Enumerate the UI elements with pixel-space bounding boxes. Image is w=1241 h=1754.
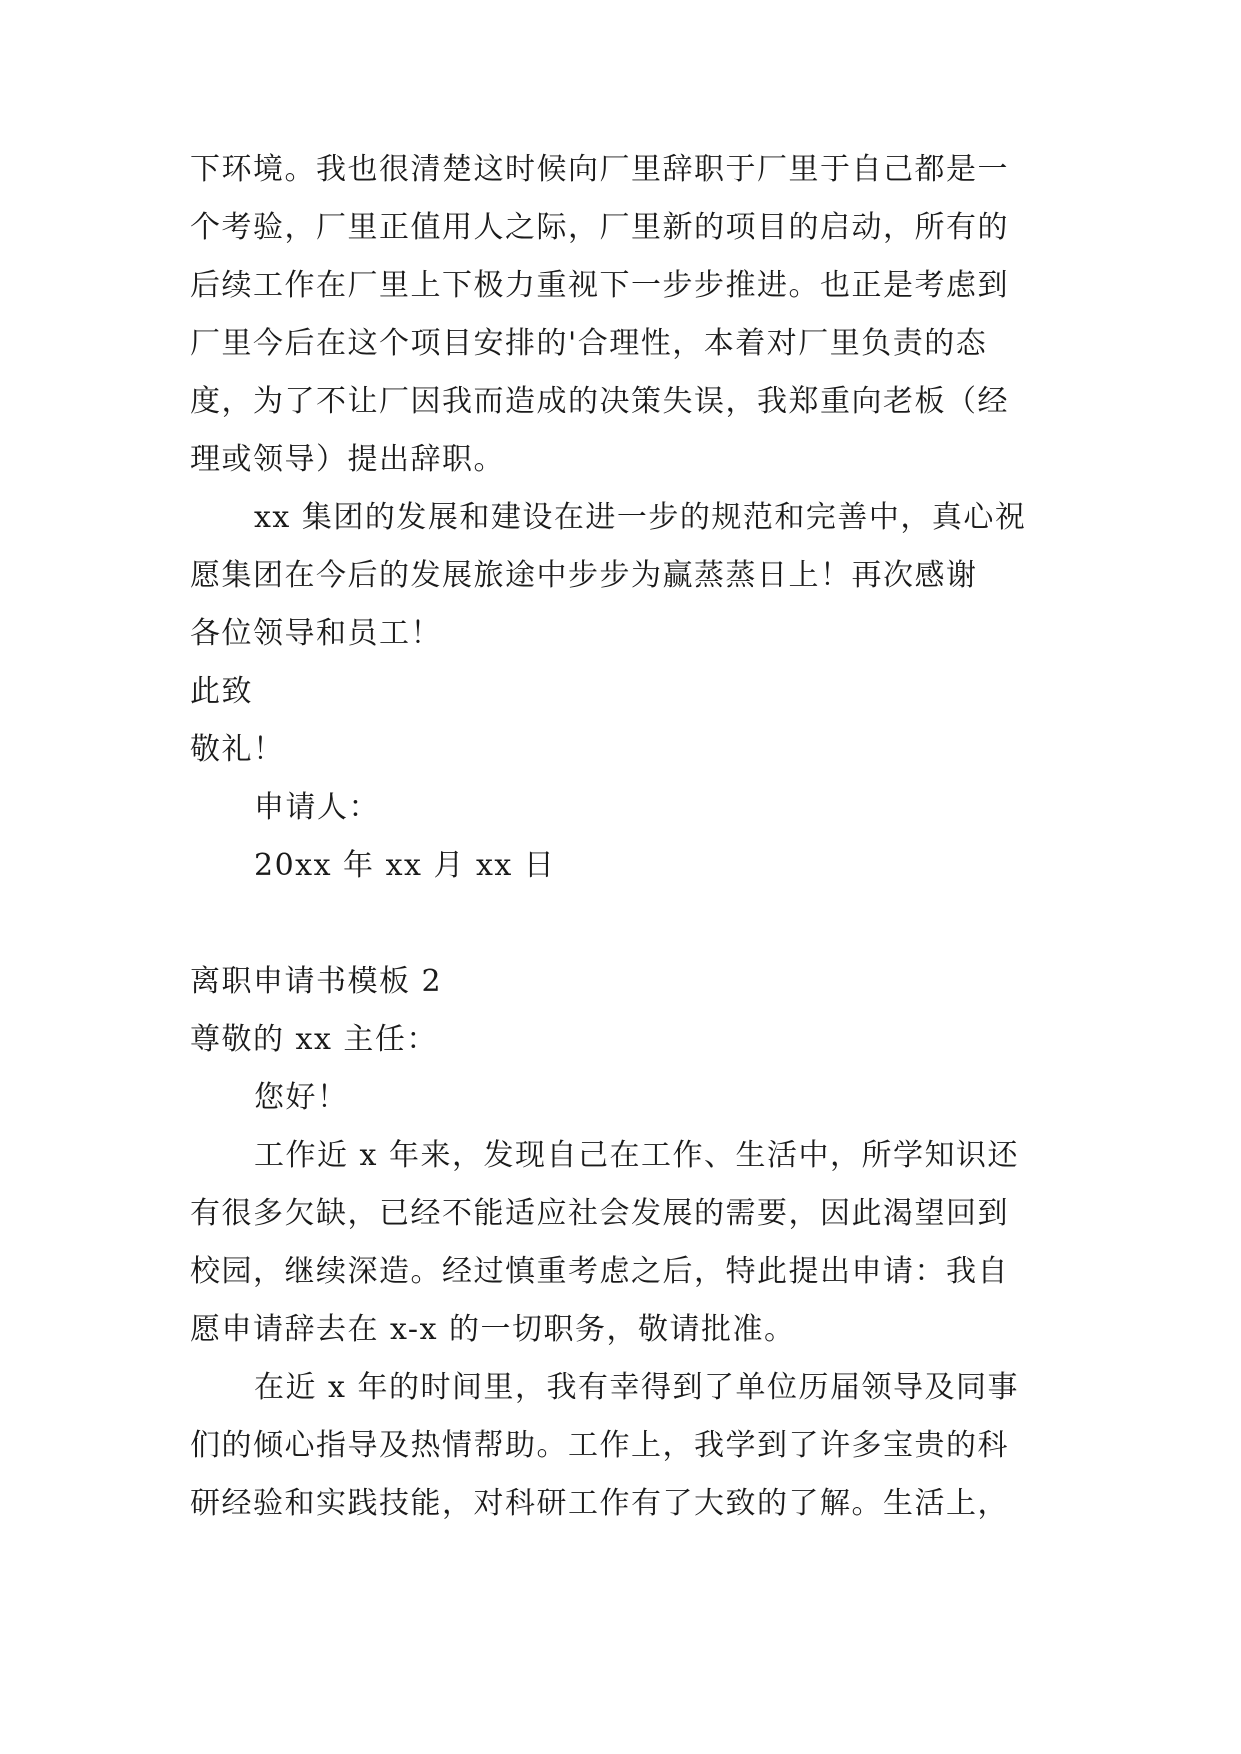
paragraph-line: 们的倾心指导及热情帮助。工作上，我学到了许多宝贵的科 <box>190 1428 1009 1463</box>
closing-line-2: 敬礼！ <box>190 732 285 767</box>
paragraph-line: 有很多欠缺，已经不能适应社会发展的需要，因此渴望回到 <box>190 1196 1009 1231</box>
paragraph-line: 下环境。我也很清楚这时候向厂里辞职于厂里于自己都是一 <box>190 152 1009 187</box>
section-title: 离职申请书模板 2 <box>190 964 443 999</box>
paragraph-line: 各位领导和员工！ <box>190 616 442 651</box>
paragraph-line: 度，为了不让厂因我而造成的决策失误，我郑重向老板（经 <box>190 384 1009 419</box>
paragraph-line: xx 集团的发展和建设在进一步的规范和完善中，真心祝 <box>254 500 1027 535</box>
applicant-label: 申请人： <box>254 790 380 825</box>
date-line: 20xx 年 xx 月 xx 日 <box>254 848 556 883</box>
paragraph-line: 后续工作在厂里上下极力重视下一步步推进。也正是考虑到 <box>190 268 1009 303</box>
paragraph-line: 在近 x 年的时间里，我有幸得到了单位历届领导及同事 <box>254 1370 1019 1405</box>
paragraph-line: 理或领导）提出辞职。 <box>190 442 505 477</box>
paragraph-line: 个考验，厂里正值用人之际，厂里新的项目的启动，所有的 <box>190 210 1009 245</box>
paragraph-line: 愿申请辞去在 x-x 的一切职务，敬请批准。 <box>190 1312 796 1347</box>
paragraph-line: 厂里今后在这个项目安排的'合理性，本着对厂里负责的态 <box>190 326 988 361</box>
paragraph-line: 工作近 x 年来，发现自己在工作、生活中，所学知识还 <box>254 1138 1019 1173</box>
closing-line-1: 此致 <box>190 674 253 709</box>
greeting: 您好！ <box>254 1080 349 1115</box>
salutation: 尊敬的 xx 主任： <box>190 1022 438 1057</box>
paragraph-line: 研经验和实践技能，对科研工作有了大致的了解。生活上， <box>190 1486 1009 1521</box>
paragraph-line: 校园，继续深造。经过慎重考虑之后，特此提出申请：我自 <box>190 1254 1009 1289</box>
paragraph-line: 愿集团在今后的发展旅途中步步为赢蒸蒸日上！再次感谢 <box>190 558 978 593</box>
